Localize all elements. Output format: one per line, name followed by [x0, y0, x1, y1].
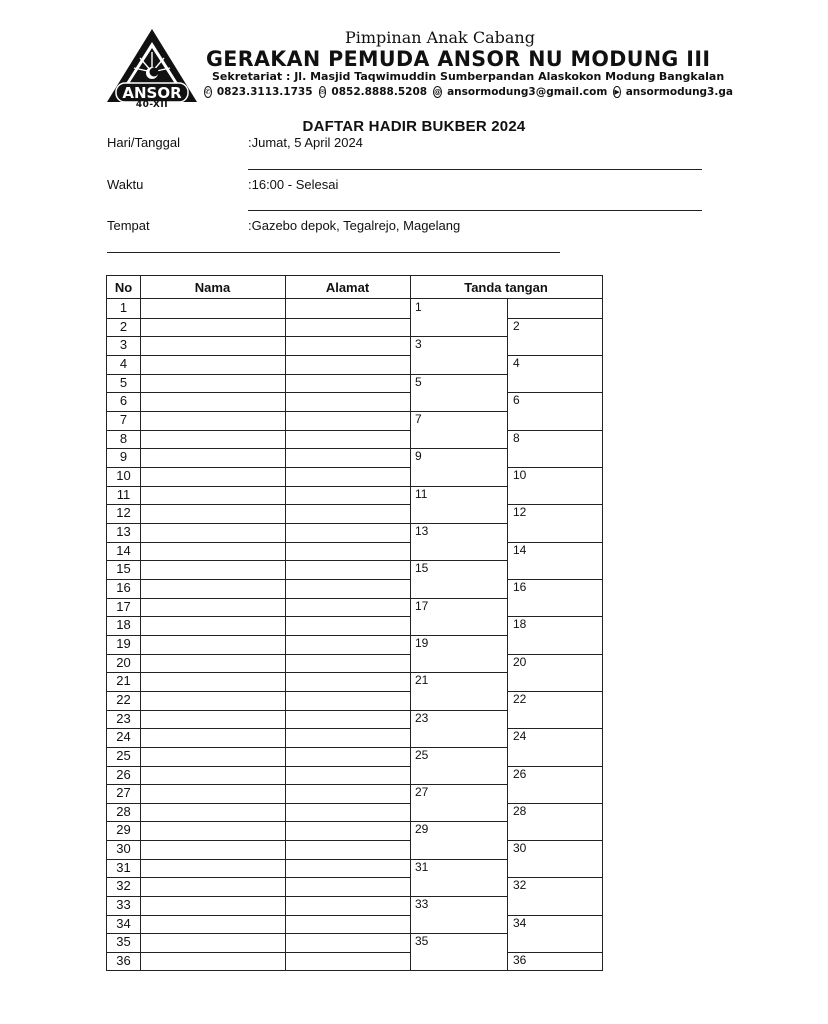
row-number: 25 [116, 747, 131, 763]
signature-slot-number: 9 [415, 449, 422, 464]
signature-line-left [410, 598, 507, 599]
row-line [107, 896, 410, 897]
row-number: 8 [119, 430, 128, 446]
mail-icon: ✉ [319, 88, 326, 96]
row-line [107, 915, 410, 916]
signature-line-left [410, 933, 507, 934]
row-number: 14 [116, 542, 131, 558]
letterhead-org-name: GERAKAN PEMUDA ANSOR NU MODUNG III [206, 47, 711, 71]
row-number: 34 [116, 915, 131, 931]
header-no: No [114, 279, 133, 295]
signature-line-right [507, 430, 602, 431]
signature-line-right [507, 654, 602, 655]
signature-slot-number: 28 [513, 803, 527, 818]
row-number: 1 [119, 300, 128, 315]
place-underline [107, 252, 560, 253]
row-number: 23 [116, 710, 131, 726]
signature-line-right [507, 766, 602, 767]
signature-line-right [507, 542, 602, 543]
row-line [107, 840, 410, 841]
row-line [107, 747, 410, 748]
row-number: 17 [116, 598, 131, 614]
row-number: 30 [116, 841, 131, 857]
signature-slot-number: 35 [415, 934, 429, 949]
signature-slot-number: 29 [415, 822, 429, 837]
signature-slot-number: 32 [513, 878, 527, 893]
row-line [107, 821, 410, 822]
time-value: :16:00 - Selesai [248, 177, 339, 192]
signature-line-right [507, 355, 602, 356]
letterhead-address: Sekretariat : Jl. Masjid Taqwimuddin Sumberpandan Alaskokon Modung Bangkalan [212, 70, 725, 83]
signature-slot-number: 8 [513, 430, 520, 445]
signature-slot-number: 13 [415, 523, 429, 538]
signature-slot-number: 10 [513, 467, 527, 482]
row-line [107, 411, 410, 412]
row-line [107, 877, 410, 878]
row-number: 4 [119, 355, 128, 371]
row-number: 5 [119, 374, 128, 390]
row-number: 26 [116, 766, 131, 782]
row-number: 22 [116, 691, 131, 707]
signature-slot-number: 12 [513, 505, 527, 520]
signature-slot-number: 1 [415, 300, 422, 314]
row-line [107, 523, 410, 524]
row-number: 16 [116, 579, 131, 595]
signature-slot-number: 21 [415, 673, 429, 688]
row-number: 10 [116, 467, 131, 483]
row-number: 13 [116, 523, 131, 539]
signature-column-divider [507, 299, 508, 971]
signature-slot-number: 27 [415, 785, 429, 800]
row-number: 29 [116, 822, 131, 838]
signature-line-right [507, 952, 602, 953]
signature-line-right [507, 318, 602, 319]
row-number: 36 [116, 953, 131, 969]
letterhead-contacts [204, 86, 733, 98]
date-underline [248, 169, 702, 170]
place-value: :Gazebo depok, Tegalrejo, Magelang [248, 218, 461, 233]
row-line [107, 318, 410, 319]
signature-slot-number: 3 [415, 337, 422, 352]
attendance-table [106, 275, 603, 971]
row-line [107, 467, 410, 468]
signature-slot-number: 25 [415, 747, 429, 762]
row-line [107, 635, 410, 636]
row-number: 6 [119, 393, 128, 409]
signature-slot-number: 2 [513, 318, 520, 333]
row-line [107, 598, 410, 599]
signature-line-left [410, 672, 507, 673]
signature-line-left [410, 710, 507, 711]
row-number: 35 [116, 934, 131, 950]
signature-line-left [410, 448, 507, 449]
row-number: 15 [116, 561, 131, 577]
signature-slot-number: 22 [513, 691, 527, 706]
row-line [107, 392, 410, 393]
signature-slot-number: 14 [513, 542, 527, 557]
social-icon: ▶ [614, 88, 620, 96]
row-number: 11 [116, 486, 131, 502]
signature-slot-number: 34 [513, 915, 527, 930]
signature-line-left [410, 374, 507, 375]
signature-slot-number: 26 [513, 766, 527, 781]
signature-line-left [410, 560, 507, 561]
row-line [107, 691, 410, 692]
signature-line-right [507, 579, 602, 580]
row-line [107, 486, 410, 487]
row-number: 2 [119, 318, 128, 334]
signature-line-right [507, 728, 602, 729]
signature-line-right [507, 616, 602, 617]
date-value: :Jumat, 5 April 2024 [248, 135, 363, 150]
row-line [107, 859, 410, 860]
signature-slot-number: 18 [513, 617, 527, 632]
row-line [107, 560, 410, 561]
row-line [107, 504, 410, 505]
logo-text: ANSOR [122, 84, 182, 102]
column-divider [140, 276, 141, 971]
row-line [107, 803, 410, 804]
column-divider [410, 276, 411, 971]
signature-slot-number: 33 [415, 897, 429, 912]
column-divider [285, 276, 286, 971]
row-line [107, 616, 410, 617]
place-label: Tempat [107, 218, 150, 233]
row-line [107, 542, 410, 543]
signature-line-right [507, 803, 602, 804]
row-number: 32 [116, 878, 131, 894]
row-number: 9 [119, 449, 128, 465]
signature-slot-number: 7 [415, 411, 422, 426]
row-line [107, 448, 410, 449]
header-alamat: Alamat [325, 279, 370, 295]
signature-line-left [410, 336, 507, 337]
row-line [107, 336, 410, 337]
signature-line-right [507, 691, 602, 692]
signature-slot-number: 19 [415, 635, 429, 650]
signature-line-left [410, 821, 507, 822]
signature-slot-number: 30 [513, 841, 527, 856]
signature-line-left [410, 486, 507, 487]
row-line [107, 952, 410, 953]
row-line [107, 933, 410, 934]
header-tanda-tangan: Tanda tangan [464, 279, 548, 295]
signature-slot-number: 24 [513, 729, 527, 744]
document-title: DAFTAR HADIR BUKBER 2024 [302, 118, 526, 135]
social-handle: ansormodung3.ga [625, 86, 733, 98]
phone-icon: ✆ [205, 88, 211, 96]
signature-slot-number: 17 [415, 598, 429, 613]
signature-line-left [410, 411, 507, 412]
header-nama: Nama [194, 279, 231, 295]
signature-slot-number: 5 [415, 374, 422, 389]
row-line [107, 355, 410, 356]
row-number: 18 [116, 617, 131, 633]
at-icon: @ [434, 88, 442, 96]
row-line [107, 784, 410, 785]
row-line [107, 654, 410, 655]
signature-line-right [507, 504, 602, 505]
date-label: Hari/Tanggal [107, 135, 180, 150]
row-line [107, 728, 410, 729]
signature-slot-number: 11 [415, 486, 428, 501]
signature-slot-number: 36 [513, 953, 527, 968]
signature-line-right [507, 840, 602, 841]
row-line [107, 672, 410, 673]
row-number: 20 [116, 654, 131, 670]
phone-number-1: 0823.3113.1735 [216, 86, 313, 98]
signature-line-right [507, 877, 602, 878]
time-label: Waktu [107, 177, 144, 192]
row-number: 7 [119, 411, 128, 427]
signature-line-right [507, 915, 602, 916]
row-line [107, 579, 410, 580]
signature-line-left [410, 747, 507, 748]
signature-slot-number: 20 [513, 654, 527, 669]
row-number: 24 [116, 729, 131, 745]
signature-line-right [507, 392, 602, 393]
email-address: ansormodung3@gmail.com [447, 86, 608, 98]
signature-slot-number: 6 [513, 393, 520, 408]
time-underline [248, 210, 702, 211]
signature-slot-number: 31 [415, 859, 429, 874]
signature-slot-number: 16 [513, 579, 527, 594]
logo-subtitle: 40-XII [135, 100, 169, 110]
row-line [107, 374, 410, 375]
phone-number-2: 0852.8888.5208 [331, 86, 428, 98]
signature-slot-number: 23 [415, 710, 429, 725]
row-number: 3 [119, 337, 128, 353]
row-number: 12 [116, 505, 131, 521]
table-header [107, 276, 602, 299]
signature-line-left [410, 523, 507, 524]
row-number: 19 [116, 635, 131, 651]
signature-line-left [410, 896, 507, 897]
letterhead-line1: Pimpinan Anak Cabang [345, 28, 535, 47]
signature-slot-number: 4 [513, 355, 520, 370]
signature-line-left [410, 635, 507, 636]
signature-line-left [410, 784, 507, 785]
signature-line-left [410, 859, 507, 860]
row-number: 33 [116, 897, 131, 913]
signature-line-right [507, 467, 602, 468]
row-line [107, 710, 410, 711]
signature-slot-number: 15 [415, 561, 429, 576]
row-number: 27 [116, 785, 131, 801]
row-number: 28 [116, 803, 131, 819]
row-line [107, 430, 410, 431]
row-number: 21 [116, 673, 131, 689]
row-line [107, 766, 410, 767]
row-number: 31 [116, 859, 131, 875]
